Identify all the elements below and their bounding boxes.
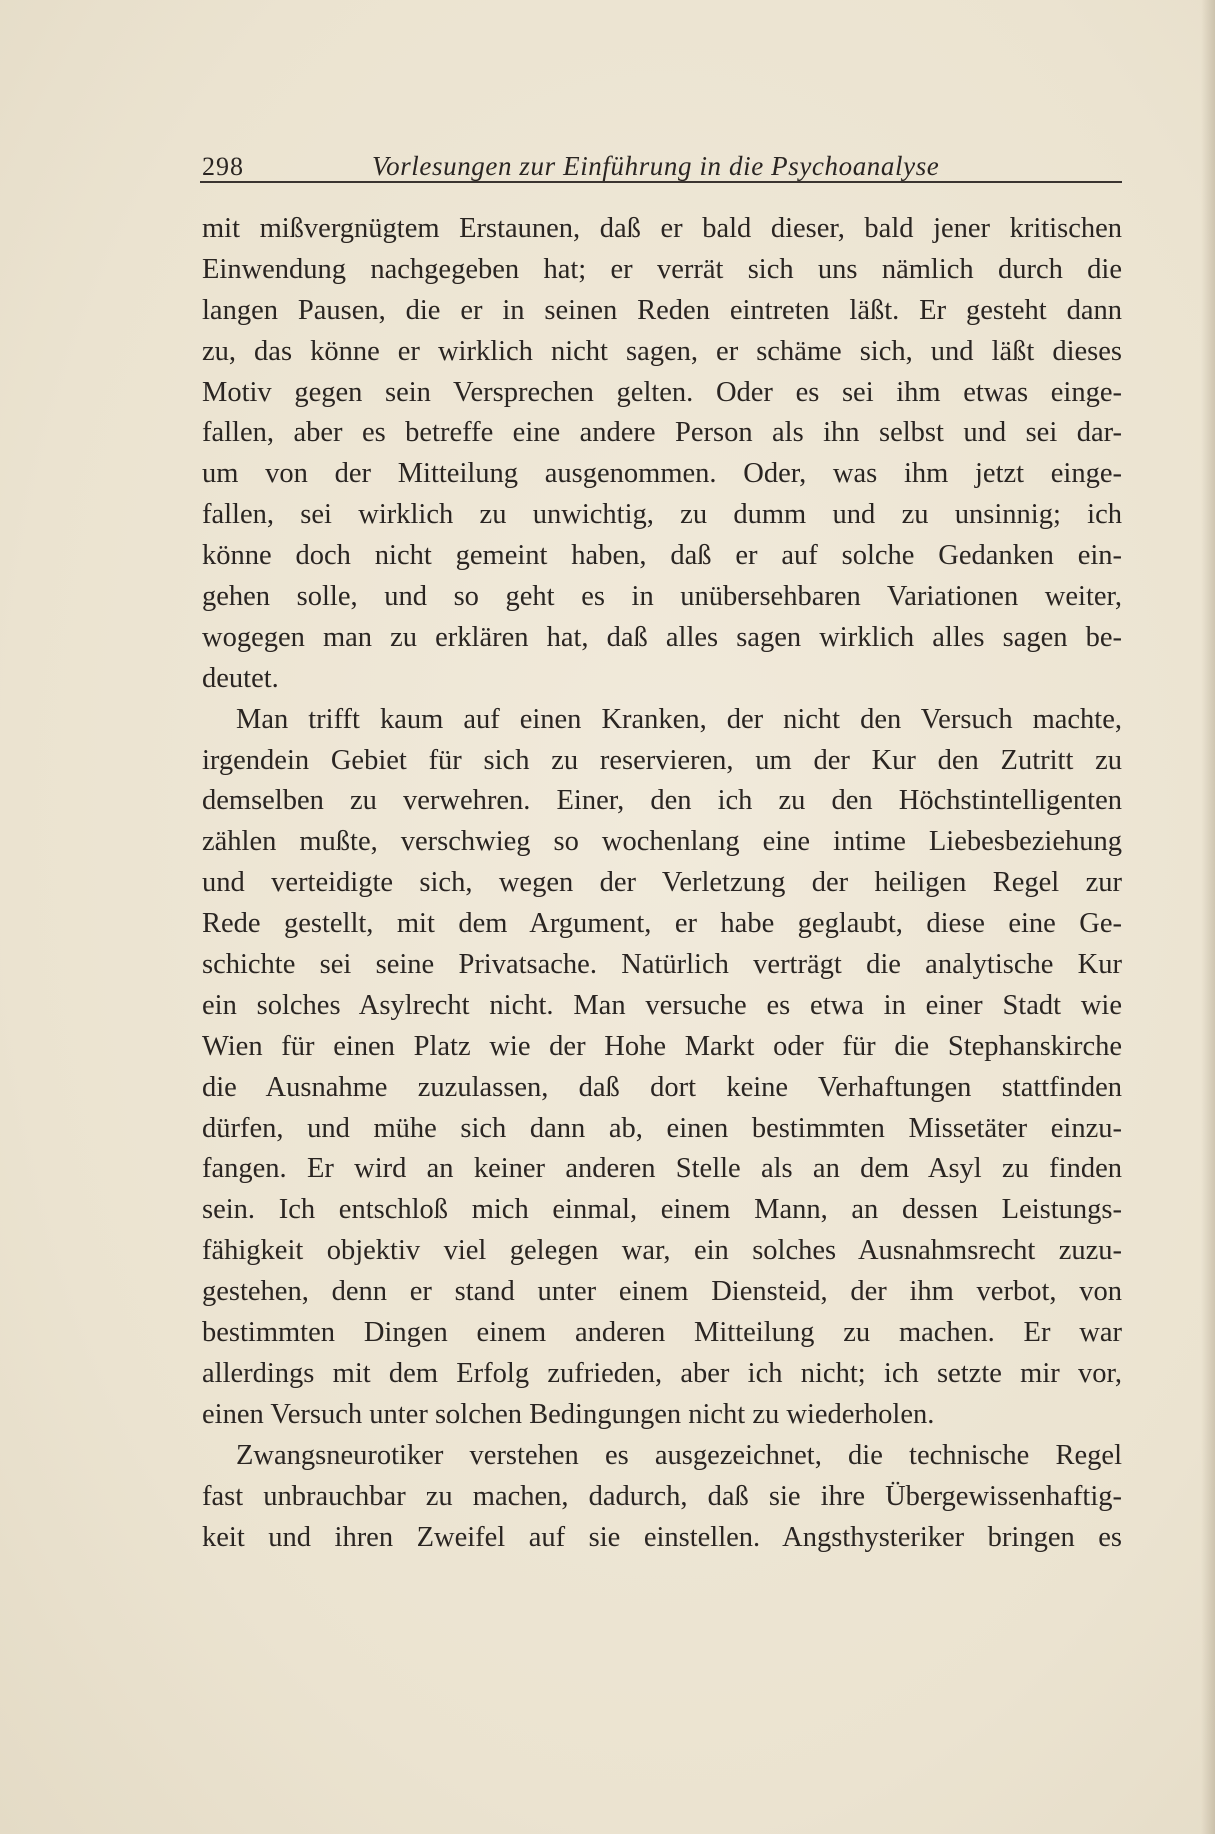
- text-line: zählen mußte, verschwieg so wochenlang eine intime Liebesbeziehung: [202, 826, 1122, 858]
- text-line: Einwendung nachgegeben hat; er verrät sich uns nämlich durch die: [202, 253, 1122, 285]
- header-rule: [200, 181, 1122, 183]
- text-line: langen Pausen, die er in seinen Reden eintreten läßt. Er gesteht dann: [202, 294, 1122, 326]
- text-line: bestimmten Dingen einem anderen Mitteilung zu machen. Er war: [202, 1317, 1122, 1349]
- text-line: mit mißvergnügtem Erstaunen, daß er bald dieser, bald jener kritischen: [202, 213, 1122, 244]
- text-line: fast unbrauchbar zu machen, dadurch, daß sie ihre Übergewissenhaftig-: [202, 1480, 1122, 1512]
- body-text: [202, 209, 1122, 1558]
- text-line: irgendein Gebiet für sich zu reservieren, um der Kur den Zutritt zu: [202, 744, 1122, 776]
- text-line: Motiv gegen sein Versprechen gelten. Oder es sei ihm etwas einge-: [202, 376, 1122, 408]
- text-line: demselben zu verwehren. Einer, den ich zu den Höchstintelligenten: [202, 785, 1122, 817]
- text-line: einen Versuch unter solchen Bedingungen nicht zu wiederholen.: [202, 1398, 935, 1430]
- text-line: ein solches Asylrecht nicht. Man versuche es etwa in einer Stadt wie: [202, 989, 1122, 1021]
- page-edge-shadow: [1201, 0, 1215, 1834]
- text-line: Wien für einen Platz wie der Hohe Markt oder für die Stephanskirche: [202, 1030, 1122, 1062]
- text-line: gestehen, denn er stand unter einem Diensteid, der ihm verbot, von: [202, 1276, 1122, 1308]
- running-title: Vorlesungen zur Einführung in die Psychoanalyse: [372, 151, 940, 181]
- text-line: die Ausnahme zuzulassen, daß dort keine Verhaftungen stattfinden: [202, 1071, 1122, 1103]
- text-line: fähigkeit objektiv viel gelegen war, ein solches Ausnahmsrecht zuzu-: [202, 1235, 1122, 1267]
- text-line: Zwangsneurotiker verstehen es ausgezeichnet, die technische Regel: [236, 1439, 1122, 1471]
- text-line: zu, das könne er wirklich nicht sagen, er schäme sich, und läßt dieses: [202, 335, 1122, 367]
- text-line: schichte sei seine Privatsache. Natürlich verträgt die analytische Kur: [202, 949, 1122, 981]
- text-line: gehen solle, und so geht es in unübersehbaren Variationen weiter,: [202, 581, 1122, 613]
- text-line: Man trifft kaum auf einen Kranken, der nicht den Versuch machte,: [236, 703, 1122, 735]
- text-line: fangen. Er wird an keiner anderen Stelle als an dem Asyl zu finden: [202, 1153, 1122, 1185]
- text-line: um von der Mitteilung ausgenommen. Oder, was ihm jetzt einge-: [202, 458, 1122, 490]
- text-line: deutet.: [202, 662, 279, 694]
- page-header: [202, 142, 1122, 182]
- text-line: fallen, aber es betreffe eine andere Person als ihn selbst und sei dar-: [202, 417, 1122, 449]
- text-line: keit und ihren Zweifel auf sie einstellen. Angsthysteriker bringen es: [202, 1521, 1122, 1553]
- text-line: Rede gestellt, mit dem Argument, er habe geglaubt, diese eine Ge-: [202, 908, 1122, 940]
- text-line: allerdings mit dem Erfolg zufrieden, aber ich nicht; ich setzte mir vor,: [202, 1357, 1122, 1389]
- text-line: sein. Ich entschloß mich einmal, einem Mann, an dessen Leistungs-: [202, 1194, 1122, 1226]
- page-number: 298: [202, 152, 244, 181]
- text-line: fallen, sei wirklich zu unwichtig, zu dumm und zu unsinnig; ich: [202, 499, 1122, 531]
- text-line: dürfen, und mühe sich dann ab, einen bestimmten Missetäter einzu-: [202, 1112, 1122, 1144]
- text-line: und verteidigte sich, wegen der Verletzung der heiligen Regel zur: [202, 867, 1122, 899]
- text-line: könne doch nicht gemeint haben, daß er auf solche Gedanken ein-: [202, 540, 1122, 572]
- text-line: wogegen man zu erklären hat, daß alles sagen wirklich alles sagen be-: [202, 621, 1122, 653]
